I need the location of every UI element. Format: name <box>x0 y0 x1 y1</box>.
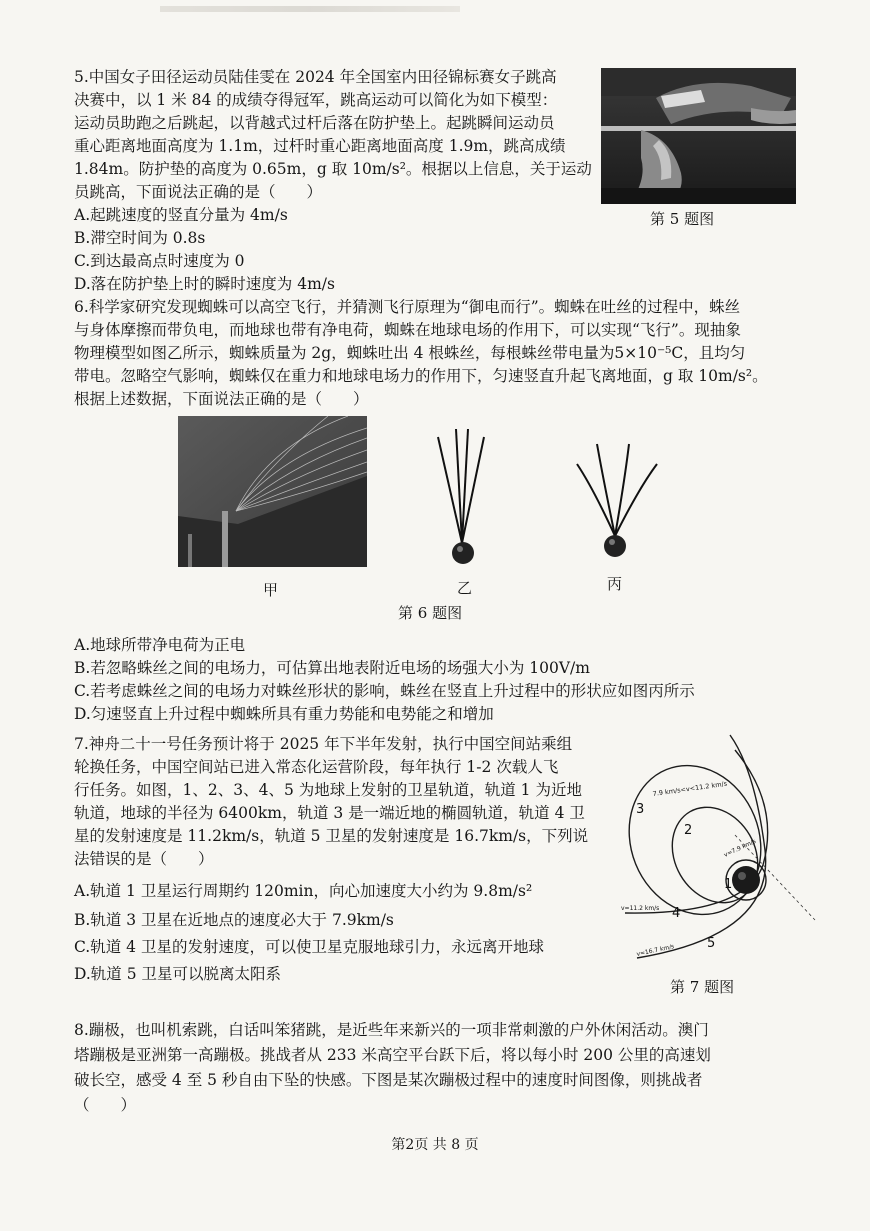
q6-option-a: A.地球所带净电荷为正电 <box>74 636 246 654</box>
spider-model-bing <box>573 438 661 562</box>
q6-line-2: 与身体摩擦而带负电，而地球也带有净电荷，蜘蛛在地球电场的作用下，可以实现“飞行”。现抽象 <box>74 321 741 339</box>
orbit-label-2: 2 <box>684 823 693 838</box>
orbit-label-3: 3 <box>636 802 645 817</box>
spider-photo-jia <box>178 416 367 567</box>
q5-line-3: 运动员助跑之后跳起，以背越式过杆后落在防护垫上。起跳瞬间运动员 <box>74 114 555 132</box>
q5-option-c: C.到达最高点时速度为 0 <box>74 252 245 270</box>
velocity-label-4: v=11.2 km/s <box>621 905 660 912</box>
q6-option-c: C.若考虑蛛丝之间的电场力对蛛丝形状的影响，蛛丝在竖直上升过程中的形状应如图丙所示 <box>74 682 695 700</box>
q6-line-1: 6.科学家研究发现蜘蛛可以高空飞行，并猜测飞行原理为“御电而行”。蜘蛛在吐丝的过程中，蛛丝 <box>74 298 741 316</box>
orbit-2 <box>655 792 774 919</box>
fig6-label-yi: 乙 <box>457 579 473 597</box>
q8-line-4: （ ） <box>74 1096 137 1114</box>
fig6-label-jia: 甲 <box>263 581 279 599</box>
fig6-caption: 第 6 题图 <box>398 604 463 622</box>
q5-line-2: 决赛中，以 1 米 84 的成绩夺得冠军，跳高运动可以简化为如下模型： <box>74 91 558 109</box>
q6-option-d: D.匀速竖直上升过程中蜘蛛所具有重力势能和电势能之和增加 <box>74 705 494 723</box>
q7-line-4: 轨道，地球的半径为 6400km，轨道 3 是一端近地的椭圆轨道，轨道 4 卫 <box>74 804 585 822</box>
q7-line-6: 法错误的是（ ） <box>74 850 214 868</box>
q5-line-1: 5.中国女子田径运动员陆佳雯在 2024 年全国室内田径锦标赛女子跳高 <box>74 68 557 86</box>
q6-option-b: B.若忽略蛛丝之间的电场力，可估算出地表附近电场的场强大小为 100V/m <box>74 659 590 677</box>
orbit-diagram <box>615 730 830 970</box>
orbit-label-1: 1 <box>724 877 733 892</box>
high-jump-photo <box>601 68 796 204</box>
q6-line-3: 物理模型如图乙所示，蜘蛛质量为 2g，蜘蛛吐出 4 根蛛丝，每根蛛丝带电量为5×10⁻⁵C，且均匀 <box>74 344 746 362</box>
q5-option-d: D.落在防护垫上时的瞬时速度为 4m/s <box>74 275 335 293</box>
q5-line-5: 1.84m。防护垫的高度为 0.65m，g 取 10m/s²。根据以上信息，关于运动 <box>74 160 592 178</box>
q8-line-3: 破长空，感受 4 至 5 秒自由下坠的快感。下图是某次蹦极过程中的速度时间图像，则挑战者 <box>74 1071 703 1089</box>
fig5-caption: 第 5 题图 <box>650 210 715 228</box>
q8-line-1: 8.蹦极，也叫机索跳，白话叫笨猪跳，是近些年来新兴的一项非常刺激的户外休闲活动。澳门 <box>74 1021 709 1039</box>
scan-artifact-top <box>160 6 460 12</box>
velocity-label-3: 7.9 km/s<v<11.2 km/s <box>652 779 728 798</box>
q7-option-c: C.轨道 4 卫星的发射速度，可以使卫星克服地球引力，永远离开地球 <box>74 938 544 956</box>
q6-line-5: 根据上述数据，下面说法正确的是（ ） <box>74 390 369 408</box>
q7-line-5: 星的发射速度是 11.2km/s，轨道 5 卫星的发射速度是 16.7km/s，下列说 <box>74 827 589 845</box>
earth-icon <box>732 866 760 894</box>
fig7-caption: 第 7 题图 <box>670 978 735 996</box>
q5-line-4: 重心距离地面高度为 1.1m，过杆时重心距离地面高度 1.9m，跳高成绩 <box>74 137 566 155</box>
q7-option-d: D.轨道 5 卫星可以脱离太阳系 <box>74 965 282 983</box>
q7-line-3: 行任务。如图，1、2、3、4、5 为地球上发射的卫星轨道，轨道 1 为近地 <box>74 781 582 799</box>
fig6-label-bing: 丙 <box>607 575 623 593</box>
page-footer: 第2页 共 8 页 <box>391 1137 479 1153</box>
orbit-label-5: 5 <box>707 936 716 951</box>
orbit-label-4: 4 <box>672 906 681 921</box>
velocity-label-5: v=16.7 km/s <box>635 943 675 958</box>
q7-line-2: 轮换任务，中国空间站已进入常态化运营阶段，每年执行 1-2 次载人飞 <box>74 758 559 776</box>
velocity-label-1: v=7.9 km/s <box>722 837 758 859</box>
q8-line-2: 塔蹦极是亚洲第一高蹦极。挑战者从 233 米高空平台跃下后，将以每小时 200 公里的高速划 <box>74 1046 711 1064</box>
spider-model-yi <box>430 425 490 567</box>
q7-line-1: 7.神舟二十一号任务预计将于 2025 年下半年发射，执行中国空间站乘组 <box>74 735 573 753</box>
q7-option-b: B.轨道 3 卫星在近地点的速度必大于 7.9km/s <box>74 911 394 929</box>
q5-line-6: 员跳高，下面说法正确的是（ ） <box>74 183 323 201</box>
q5-option-b: B.滞空时间为 0.8s <box>74 229 206 247</box>
q5-option-a: A.起跳速度的竖直分量为 4m/s <box>74 206 288 224</box>
q7-option-a: A.轨道 1 卫星运行周期约 120min，向心加速度大小约为 9.8m/s² <box>74 882 533 900</box>
q6-line-4: 带电。忽略空气影响，蜘蛛仅在重力和地球电场力的作用下，匀速竖直升起飞离地面，g 取 10m/s²。 <box>74 367 768 385</box>
